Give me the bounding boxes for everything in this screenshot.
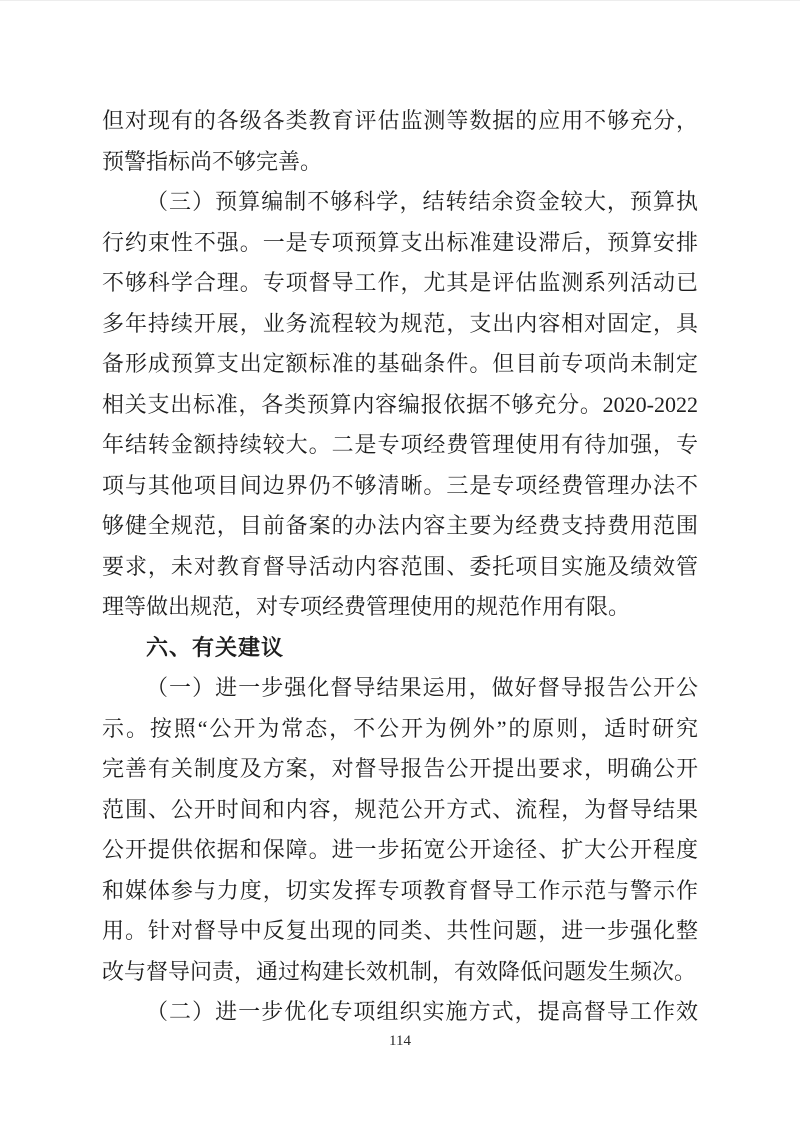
document-body — [102, 101, 698, 1033]
text-line: （三）预算编制不够科学，结转结余资金较大，预算执 — [146, 189, 698, 214]
text-line: 不够科学合理。专项督导工作，尤其是评估监测系列活动已 — [102, 270, 698, 295]
text-line: 公开提供依据和保障。进一步拓宽公开途径、扩大公开程度 — [102, 837, 698, 862]
text-line: 理等做出规范，对专项经费管理使用的规范作用有限。 — [102, 594, 631, 619]
text-line: 示。按照“公开为常态，不公开为例外”的原则，适时研究 — [102, 715, 698, 741]
section-heading: 六、有关建议 — [146, 634, 285, 660]
text-line: 范围、公开时间和内容，规范公开方式、流程，为督导结果 — [102, 796, 698, 822]
text-line: （二）进一步优化专项组织实施方式，提高督导工作效 — [146, 999, 698, 1024]
text-line: 备形成预算支出定额标准的基础条件。但目前专项尚未制定 — [102, 351, 698, 376]
page-number: 114 — [389, 1033, 411, 1049]
text-line: 用。针对督导中反复出现的同类、共性问题，进一步强化整 — [102, 918, 698, 943]
text-line: 年结转金额持续较大。二是专项经费管理使用有待加强，专 — [102, 432, 698, 457]
text-line: 要求，未对教育督导活动内容范围、委托项目实施及绩效管 — [102, 553, 698, 579]
text-line: 多年持续开展，业务流程较为规范，支出内容相对固定，具 — [102, 310, 698, 336]
text-line: 相关支出标准，各类预算内容编报依据不够充分。2020-2022 — [102, 391, 698, 417]
text-line: 完善有关制度及方案，对督导报告公开提出要求，明确公开 — [102, 756, 698, 781]
text-line: 但对现有的各级各类教育评估监测等数据的应用不够充分， — [102, 108, 698, 133]
text-line: 行约束性不强。一是专项预算支出标准建设滞后，预算安排 — [102, 229, 698, 255]
text-line: 项与其他项目间边界仍不够清晰。三是专项经费管理办法不 — [102, 472, 698, 498]
text-line: 够健全规范，目前备案的办法内容主要为经费支持费用范围 — [102, 513, 698, 538]
text-line: 和媒体参与力度，切实发挥专项教育督导工作示范与警示作 — [102, 877, 698, 903]
text-line: 预警指标尚不够完善。 — [102, 148, 323, 174]
text-line: （一）进一步强化督导结果运用，做好督导报告公开公 — [146, 675, 698, 700]
text-line: 改与督导问责，通过构建长效机制，有效降低问题发生频次。 — [102, 958, 697, 984]
